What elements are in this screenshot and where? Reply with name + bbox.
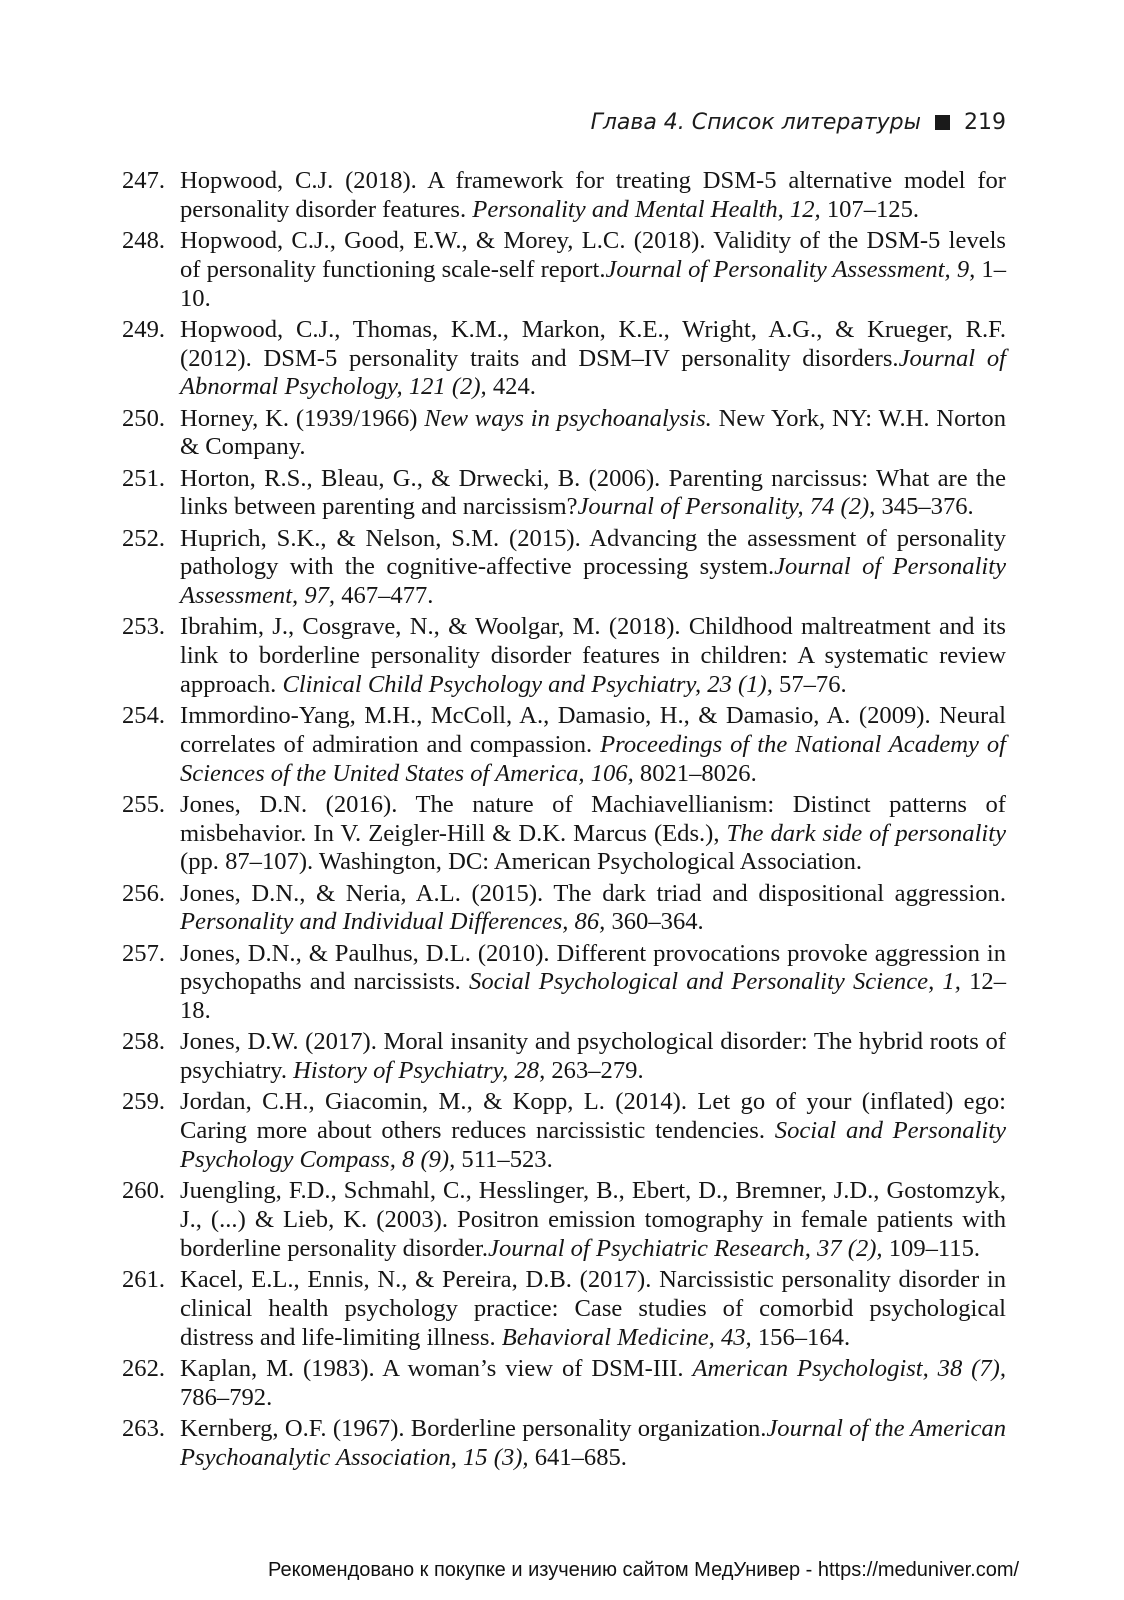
reference-source: History of Psychiatry, 28, bbox=[293, 1057, 546, 1085]
reference-item bbox=[122, 1415, 1006, 1473]
reference-text: Hopwood, C.J., Thomas, K.M., Markon, K.E., Wright, A.G., & Krueger, R.F. (2012). DSM-5 personality traits and DSM–IV personality disorders. bbox=[180, 315, 1006, 372]
reference-item bbox=[122, 316, 1006, 402]
reference-number: 253. bbox=[122, 613, 166, 641]
reference-number: 257. bbox=[122, 939, 166, 967]
reference-text: Jones, D.N., & Neria, A.L. (2015). The dark triad and dispositional aggression. bbox=[180, 879, 1006, 907]
reference-source: Journal of the American Psychoanalytic Association, 15 (3), bbox=[180, 1414, 1006, 1471]
reference-pages: 1–10. bbox=[180, 255, 1007, 312]
reference-item bbox=[122, 702, 1006, 788]
reference-number: 256. bbox=[122, 879, 166, 907]
reference-text: Jones, D.N. (2016). The nature of Machiavellianism: Distinct patterns of misbehavior. In V. Zeigler-Hill & D.K. Marcus (Eds.), bbox=[180, 790, 1006, 847]
reference-number: 255. bbox=[122, 790, 166, 818]
reference-number: 258. bbox=[122, 1028, 166, 1056]
reference-source: Journal of Personality Assessment, 9, bbox=[605, 255, 976, 283]
reference-text: Kernberg, O.F. (1967). Borderline personality organization. bbox=[180, 1414, 767, 1442]
square-bullet-icon bbox=[935, 115, 950, 130]
reference-item bbox=[122, 880, 1006, 938]
reference-text: Juengling, F.D., Schmahl, C., Hesslinger, B., Ebert, D., Bremner, J.D., Gostomzyk, J., (...) & Lieb, K. (2003). Positron emission tomography in female patients with borderline personality disorder. bbox=[180, 1177, 1006, 1262]
reference-item bbox=[122, 1177, 1006, 1263]
reference-item bbox=[122, 1355, 1006, 1413]
reference-number: 252. bbox=[122, 524, 166, 552]
reference-source: Proceedings of the National Academy of Sciences of the United States of America, 106, bbox=[180, 730, 1006, 787]
reference-text: Horton, R.S., Bleau, G., & Drwecki, B. (2006). Parenting narcissus: What are the links between parenting and narcissism? bbox=[180, 464, 1006, 521]
reference-pages: 360–364. bbox=[605, 908, 704, 936]
reference-pages: 107–125. bbox=[820, 195, 920, 223]
reference-item bbox=[122, 227, 1006, 313]
reference-source: Journal of Personality Assessment, 97, bbox=[180, 553, 1006, 610]
reference-source: Social and Personality Psychology Compass, 8 (9), bbox=[180, 1117, 1007, 1173]
reference-pages: 786–792. bbox=[180, 1383, 273, 1411]
reference-item bbox=[122, 525, 1006, 611]
reference-number: 260. bbox=[122, 1177, 166, 1205]
reference-source: American Psychologist, 38 (7), bbox=[692, 1354, 1006, 1382]
reference-source: The dark side of personality bbox=[726, 819, 1006, 847]
running-header bbox=[591, 110, 1006, 135]
reference-pages: 12–18. bbox=[180, 968, 1007, 1025]
reference-item bbox=[122, 613, 1006, 699]
reference-number: 261. bbox=[122, 1265, 166, 1293]
reference-text: Immordino-Yang, M.H., McColl, A., Damasio, H., & Damasio, A. (2009). Neural correlates of admiration and compassion. bbox=[180, 702, 1006, 758]
reference-number: 248. bbox=[122, 226, 166, 254]
reference-pages: 641–685. bbox=[528, 1443, 627, 1471]
reference-source: New ways in psychoanalysis. bbox=[424, 404, 712, 432]
reference-pages: (pp. 87–107). Washington, DC: American Psychological Association. bbox=[180, 848, 863, 876]
reference-pages: 263–279. bbox=[545, 1057, 644, 1085]
reference-pages: 511–523. bbox=[455, 1145, 553, 1173]
reference-source: Personality and Mental Health, 12, bbox=[472, 195, 821, 223]
reference-item bbox=[122, 1088, 1006, 1174]
reference-number: 254. bbox=[122, 702, 166, 730]
reference-item bbox=[122, 1028, 1006, 1086]
reference-text: Jones, D.N., & Paulhus, D.L. (2010). Different provocations provoke aggression in psychopaths and narcissists. bbox=[180, 939, 1006, 996]
reference-number: 262. bbox=[122, 1354, 166, 1382]
reference-text: Hopwood, C.J., Good, E.W., & Morey, L.C. (2018). Validity of the DSM-5 levels of personality functioning scale-self report. bbox=[180, 226, 1006, 283]
reference-pages: 156–164. bbox=[751, 1323, 851, 1351]
reference-source: Clinical Child Psychology and Psychiatry, 23 (1), bbox=[282, 670, 773, 698]
reference-source: Journal of Psychiatric Research, 37 (2), bbox=[488, 1234, 883, 1262]
reference-text: Jones, D.W. (2017). Moral insanity and psychological disorder: The hybrid roots of psychiatry. bbox=[180, 1028, 1006, 1085]
reference-pages: New York, NY: W.H. Norton & Company. bbox=[180, 404, 1006, 461]
reference-item bbox=[122, 465, 1006, 523]
reference-item bbox=[122, 1266, 1006, 1352]
reference-item bbox=[122, 167, 1006, 225]
reference-number: 251. bbox=[122, 464, 166, 492]
page-number: 219 bbox=[964, 110, 1006, 135]
reference-text: Jordan, C.H., Giacomin, M., & Kopp, L. (2014). Let go of your (inflated) ego: Caring more about others reduces narcissistic tendencies. bbox=[180, 1088, 1006, 1145]
reference-source: Journal of Abnormal Psychology, 121 (2), bbox=[180, 344, 1006, 401]
reference-pages: 424. bbox=[486, 373, 536, 401]
reference-number: 250. bbox=[122, 404, 166, 432]
reference-source: Personality and Individual Differences, 86, bbox=[180, 908, 606, 936]
reference-pages: 467–477. bbox=[335, 582, 434, 610]
reference-item bbox=[122, 791, 1006, 877]
reference-text: Horney, K. (1939/1966) bbox=[180, 404, 425, 432]
footer-watermark-text: Рекомендовано к покупке и изучению сайтом МедУнивер - https://meduniver.com/ bbox=[268, 1559, 1020, 1581]
reference-list bbox=[122, 167, 1006, 1475]
reference-item bbox=[122, 405, 1006, 463]
reference-pages: 8021–8026. bbox=[633, 759, 757, 787]
reference-text: Huprich, S.K., & Nelson, S.M. (2015). Advancing the assessment of personality pathology with the cognitive-affective processing system. bbox=[180, 524, 1006, 581]
reference-number: 259. bbox=[122, 1088, 166, 1116]
reference-text: Kacel, E.L., Ennis, N., & Pereira, D.B. (2017). Narcissistic personality disorder in clinical health psychology practice: Case studies of comorbid psychological distress and life-limiting illness. bbox=[180, 1265, 1006, 1351]
reference-number: 247. bbox=[122, 167, 166, 194]
reference-pages: 109–115. bbox=[882, 1234, 981, 1262]
reference-source: Journal of Personality, 74 (2), bbox=[577, 493, 876, 521]
chapter-title: Глава 4. Список литературы bbox=[590, 110, 921, 135]
reference-text: Kaplan, M. (1983). A woman’s view of DSM-III. bbox=[180, 1354, 693, 1382]
reference-number: 249. bbox=[122, 315, 166, 343]
reference-number: 263. bbox=[122, 1414, 166, 1442]
reference-source: Behavioral Medicine, 43, bbox=[501, 1323, 752, 1351]
reference-text: Ibrahim, J., Cosgrave, N., & Woolgar, M. (2018). Childhood maltreatment and its link to borderline personality disorder features in children: A systematic review approach. bbox=[180, 613, 1006, 698]
reference-pages: 345–376. bbox=[875, 493, 974, 521]
reference-item bbox=[122, 940, 1006, 1026]
reference-source: Social Psychological and Personality Science, 1, bbox=[469, 968, 961, 996]
reference-pages: 57–76. bbox=[772, 670, 847, 698]
reference-text: Hopwood, C.J. (2018). A framework for treating DSM-5 alternative model for personality disorder features. bbox=[180, 167, 1006, 223]
